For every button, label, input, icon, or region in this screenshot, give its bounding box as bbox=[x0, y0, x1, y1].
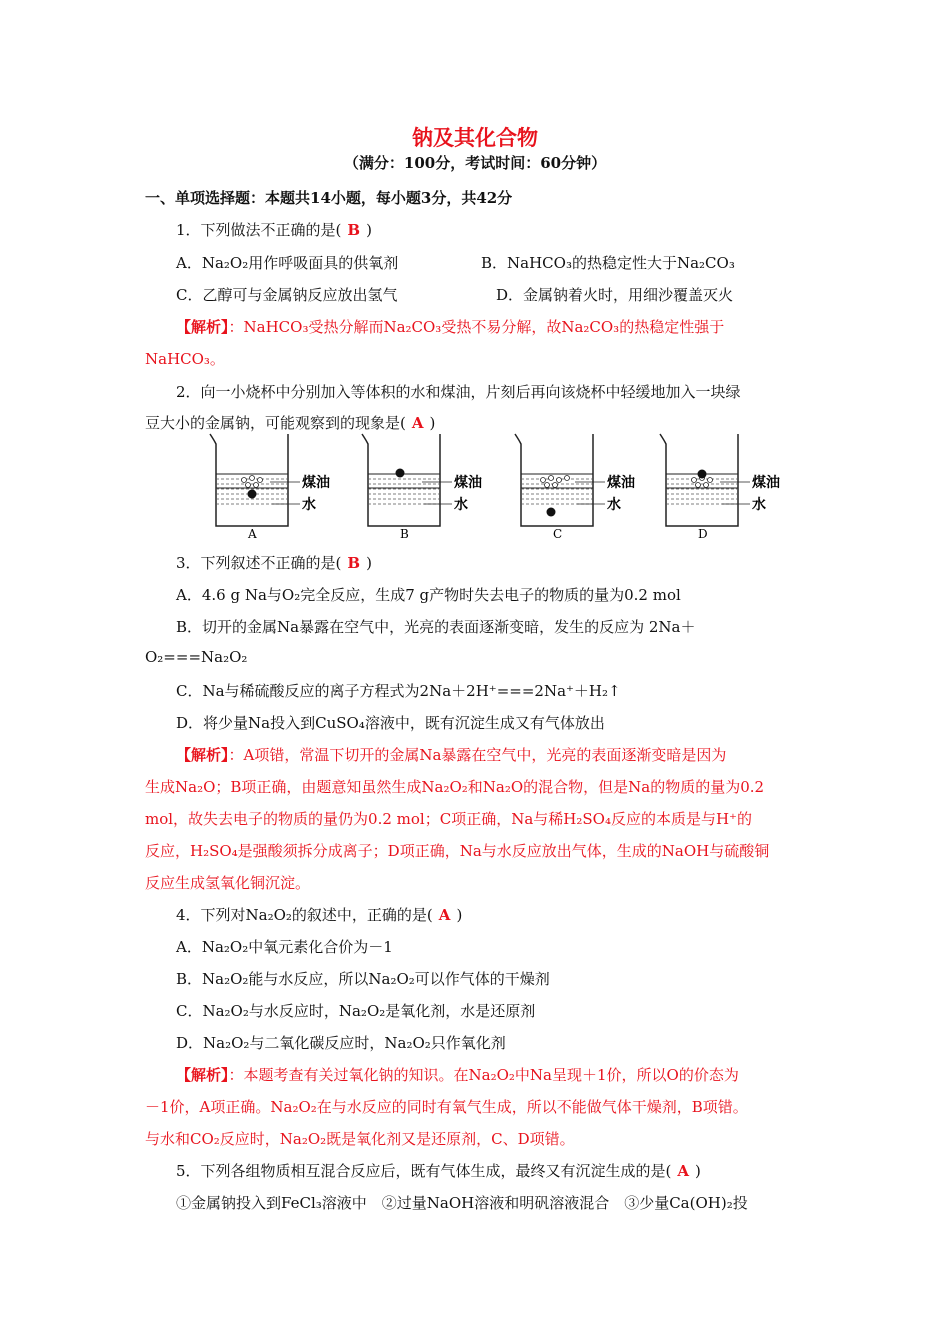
beaker-c bbox=[505, 430, 655, 540]
beaker-b bbox=[352, 430, 502, 540]
q3-explanation-line2: 生成Na₂O；B项正确，由题意知虽然生成Na₂O₂和Na₂O的混合物，但是Na的物质的量为0.2 bbox=[145, 778, 765, 796]
q1-options-cd bbox=[176, 284, 807, 305]
q1-explanation: 【解析】：NaHCO₃受热分解而Na₂CO₃受热不易分解，故Na₂CO₃的热稳定性强于 bbox=[176, 318, 725, 336]
q2-stem: 2．向一小烧杯中分别加入等体积的水和煤油，片刻后再向该烧杯中轻缓地加入一块绿 bbox=[176, 383, 741, 401]
q1-option-b: B．NaHCO₃的热稳定性大于Na₂CO₃ bbox=[481, 254, 735, 272]
label-kerosene: 煤油 bbox=[607, 475, 635, 491]
q3-explanation: 【解析】：A项错，常温下切开的金属Na暴露在空气中，光亮的表面逐渐变暗是因为 bbox=[176, 746, 727, 764]
q4-explanation-line3: 与水和CO₂反应时，Na₂O₂既是氧化剂又是还原剂，C、D项错。 bbox=[145, 1130, 575, 1148]
q4-explanation-line2: －1价，A项正确。Na₂O₂在与水反应的同时有氧气生成，所以不能做气体干燥剂，B项错。 bbox=[145, 1098, 748, 1116]
q1-options-ab bbox=[176, 252, 807, 273]
q5-items: ①金属钠投入到FeCl₃溶液中 ②过量NaOH溶液和明矾溶液混合 ③少量Ca(OH)₂投 bbox=[176, 1194, 748, 1212]
q4-option-c: C．Na₂O₂与水反应时，Na₂O₂是氧化剂，水是还原剂 bbox=[176, 1002, 536, 1020]
q3-option-d: D．将少量Na投入到CuSO₄溶液中，既有沉淀生成又有气体放出 bbox=[176, 714, 605, 732]
q1-stem: 1．下列做法不正确的是( B ) bbox=[176, 221, 372, 239]
q3-explanation-line3: mol，故失去电子的物质的量仍为0.2 mol；C项正确，Na与稀H₂SO₄反应的本质是与H⁺的 bbox=[145, 810, 752, 828]
label-water: 水 bbox=[302, 497, 316, 513]
q2-stem-cont: 豆大小的金属钠，可能观察到的现象是( A ) bbox=[145, 414, 436, 432]
q4-option-b: B．Na₂O₂能与水反应，所以Na₂O₂可以作气体的干燥剂 bbox=[176, 970, 550, 988]
q3-answer: B bbox=[347, 554, 361, 572]
q5-stem: 5．下列各组物质相互混合反应后，既有气体生成，最终又有沉淀生成的是( A ) bbox=[176, 1162, 701, 1180]
beaker-label: C bbox=[553, 527, 563, 540]
q4-option-d: D．Na₂O₂与二氧化碳反应时，Na₂O₂只作氧化剂 bbox=[176, 1034, 506, 1052]
q4-answer: A bbox=[438, 906, 451, 924]
q4-explanation: 【解析】：本题考查有关过氧化钠的知识。在Na₂O₂中Na呈现＋1价，所以O的价态为 bbox=[176, 1066, 739, 1084]
beaker-label: B bbox=[400, 527, 409, 540]
q3-option-c: C．Na与稀硫酸反应的离子方程式为2Na＋2H⁺===2Na⁺＋H₂↑ bbox=[176, 682, 621, 700]
label-water: 水 bbox=[752, 497, 766, 513]
section-heading: 一、单项选择题：本题共14小题，每小题3分，共42分 bbox=[145, 189, 513, 207]
beaker-label: D bbox=[698, 527, 708, 540]
page-title: 钠及其化合物 bbox=[412, 125, 538, 150]
label-kerosene: 煤油 bbox=[454, 475, 482, 491]
q1-option-d: D．金属钠着火时，用细沙覆盖灭火 bbox=[496, 286, 734, 304]
beaker-d bbox=[650, 430, 800, 540]
label-kerosene: 煤油 bbox=[752, 475, 780, 491]
q3-option-b: B．切开的金属Na暴露在空气中，光亮的表面逐渐变暗，发生的反应为 2Na＋ bbox=[176, 618, 696, 636]
label-water: 水 bbox=[607, 497, 621, 513]
q3-explanation-line4: 反应，H₂SO₄是强酸须拆分成离子；D项正确，Na与水反应放出气体，生成的NaOH与硫酸铜 bbox=[145, 842, 770, 860]
q4-option-a: A．Na₂O₂中氧元素化合价为－1 bbox=[176, 938, 393, 956]
q3-explanation-line5: 反应生成氢氧化铜沉淀。 bbox=[145, 874, 311, 892]
q2-answer: A bbox=[411, 414, 424, 432]
q3-option-a: A．4.6 g Na与O₂完全反应，生成7 g产物时失去电子的物质的量为0.2 mol bbox=[176, 586, 681, 604]
q1-explanation-cont: NaHCO₃。 bbox=[145, 350, 225, 368]
q3-option-b-cont: O₂===Na₂O₂ bbox=[145, 648, 248, 666]
q1-option-c: C．乙醇可与金属钠反应放出氢气 bbox=[176, 286, 398, 304]
label-kerosene: 煤油 bbox=[302, 475, 330, 491]
q2-beaker-figure bbox=[200, 430, 800, 540]
beaker-label: A bbox=[248, 527, 257, 540]
q3-stem: 3．下列叙述不正确的是( B ) bbox=[176, 554, 372, 572]
beaker-a bbox=[200, 430, 350, 540]
page-subtitle: （满分：100分，考试时间：60分钟） bbox=[343, 154, 607, 172]
q5-answer: A bbox=[677, 1162, 690, 1180]
q1-option-a: A．Na₂O₂用作呼吸面具的供氧剂 bbox=[176, 254, 399, 272]
q1-answer: B bbox=[347, 221, 361, 239]
label-water: 水 bbox=[454, 497, 468, 513]
q4-stem: 4．下列对Na₂O₂的叙述中，正确的是( A ) bbox=[176, 906, 463, 924]
